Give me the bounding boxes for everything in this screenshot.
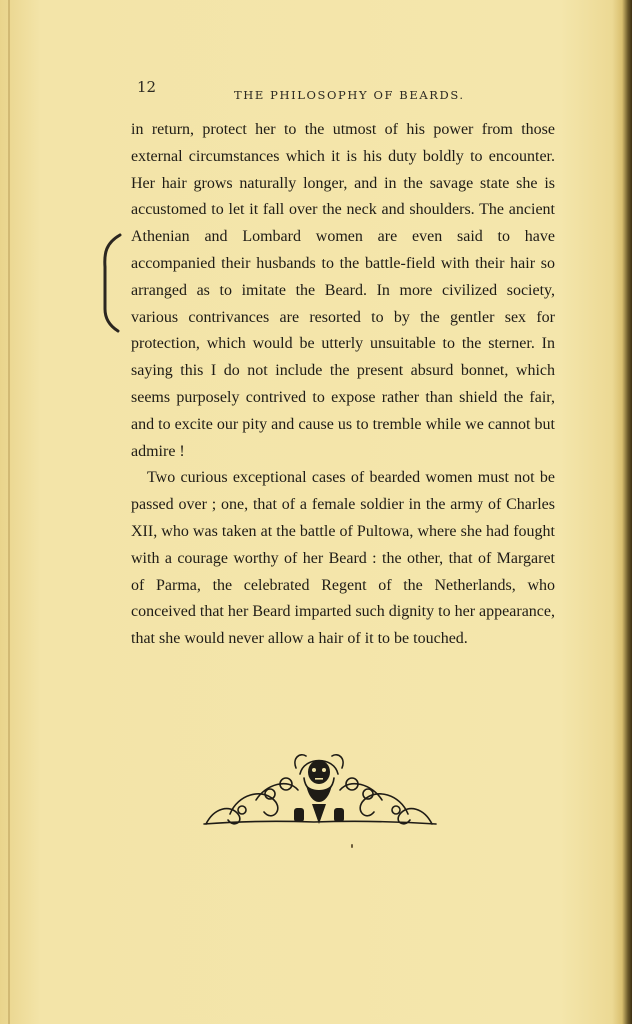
gutter-line [8,0,10,1024]
running-head: THE PHILOSOPHY OF BEARDS. [234,88,465,102]
paragraph-1: in return, protect her to the utmost of his power from those external circumstances which it is his duty boldly to encounter. Her hair grows naturally longer, and in the savage state she is accustomed to let it fall over the neck and shoulders. The ancient Athenian and Lombard women are even said to have accompanied their husbands to the battle-field with their hair so arranged as to imitate the Beard. In more civilized society, various contrivances are resorted to by the gentler sex for protection, which would be utterly unsuitable to the sterner. In saying this I do not include the present absurd bonnet, which seems purposely contrived to expose rather than shield the fair, and to excite our pity and cause us to tremble while we cannot but admire ! [131,121,555,460]
paper-speck [351,844,353,848]
page-number: 12 [137,78,157,96]
body-text [131,117,555,653]
margin-bracket-mark [98,233,124,333]
tailpiece-ornament [196,748,442,828]
paragraph-2: Two curious exceptional cases of bearded women must not be passed over ; one, that of a female soldier in the army of Charles XII, who was taken at the battle of Pultowa, where she had fought with a courage worthy of her Beard : the other, that of Margaret of Parma, the celebrated Regent of the Netherlands, who conceived that her Beard imparted such dignity to her appearance, that she would never allow a hair of it to be touched. [131,469,555,648]
